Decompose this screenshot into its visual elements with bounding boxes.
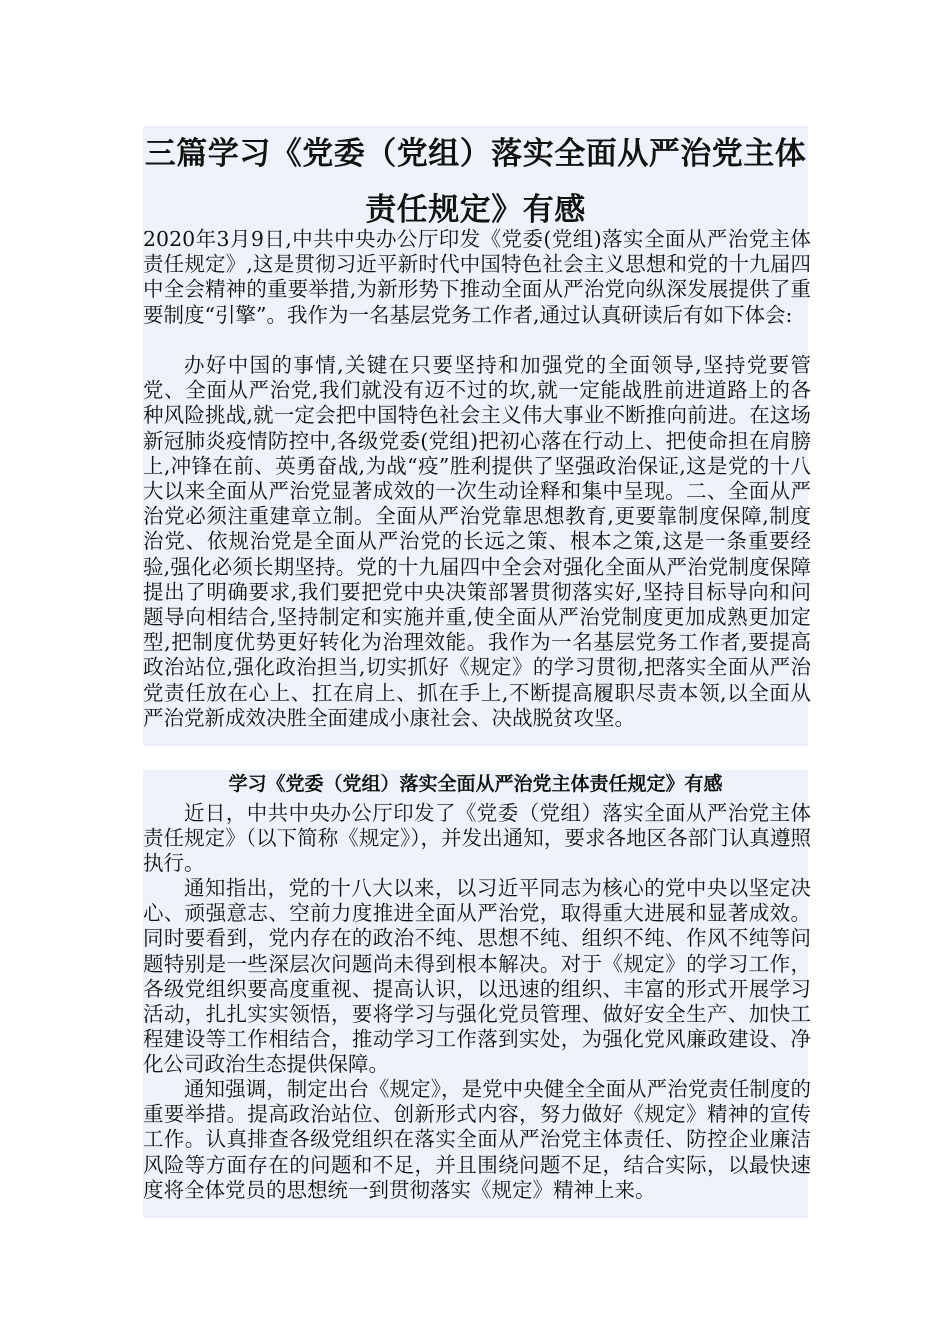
article2-title: 学习《党委（党组）落实全面从严治党主体责任规定》有感 xyxy=(228,773,723,795)
article2-paragraph-3: 通知强调，制定出台《规定》，是党中央健全全面从严治党责任制度的重要举措。提高政治站位、创新形式内容，努力做好《规定》精神的宣传工作。认真排查各级党组织在落实全面从严治党主体责任、防控企业廉洁风险等方面存在的问题和不足，并且围绕问题不足，结合实际，以最快速度将全体党员的思想统一到贯彻落实《规定》精神上来。 xyxy=(143,1077,811,1202)
article2-paragraph-1: 近日，中共中央办公厅印发了《党委（党组）落实全面从严治党主体责任规定》（以下简称《规定》），并发出通知，要求各地区各部门认真遵照执行。 xyxy=(143,801,811,876)
article2-paragraph-2: 通知指出，党的十八大以来，以习近平同志为核心的党中央以坚定决心、顽强意志、空前力度推进全面从严治党，取得重大进展和显著成效。同时要看到，党内存在的政治不纯、思想不纯、组织不纯、作风不纯等问题特别是一些深层次问题尚未得到根本解决。对于《规定》的学习工作，各级党组织要高度重视、提高认识，以迅速的组织、丰富的形式开展学习活动，扎扎实实领悟，要将学习与强化党员管理、做好安全生产、加快工程建设等工作相结合，推动学习工作落到实处，为强化党风廉政建设、净化公司政治生态提供保障。 xyxy=(143,876,811,1077)
article1-paragraph-1: 2020年3月9日,中共中央办公厅印发《党委(党组)落实全面从严治党主体责任规定》,这是贯彻习近平新时代中国特色社会主义思想和党的十九届四中全会精神的重要举措,为新形势下推动全面从严治党向纵深发展提供了重要制度“引擎”。我作为一名基层党务工作者,通过认真研读后有如下体会: xyxy=(143,227,811,327)
article1-title: 三篇学习《党委（党组）落实全面从严治党主体责任规定》有感 xyxy=(144,136,807,228)
article1-paragraph-2: 办好中国的事情,关键在只要坚持和加强党的全面领导,坚持党要管党、全面从严治党,我们就没有迈不过的坎,就一定能战胜前进道路上的各种风险挑战,就一定会把中国特色社会主义伟大事业不断推向前进。在这场新冠肺炎疫情防控中,各级党委(党组)把初心落在行动上、把使命担在肩膀上,冲锋在前、英勇奋战,为战“疫”胜利提供了坚强政治保证,这是党的十八大以来全面从严治党显著成效的一次生动诠释和集中呈现。二、全面从严治党必须注重建章立制。全面从严治党靠思想教育,更要靠制度保障,制度治党、依规治党是全面从严治党的长远之策、根本之策,这是一条重要经验,强化必须长期坚持。党的十九届四中全会对强化全面从严治党制度保障提出了明确要求,我们要把党中央决策部署贯彻落实好,坚持目标导向和问题导向相结合,坚持制定和实施并重,使全面从严治党制度更加成熟更加定型,把制度优势更好转化为治理效能。我作为一名基层党务工作者,要提高政治站位,强化政治担当,切实抓好《规定》的学习贯彻,把落实全面从严治党责任放在心上、扛在肩上、抓在手上,不断提高履职尽责本领,以全面从严治党新成效决胜全面建成小康社会、决战脱贫攻坚。 xyxy=(143,353,811,730)
